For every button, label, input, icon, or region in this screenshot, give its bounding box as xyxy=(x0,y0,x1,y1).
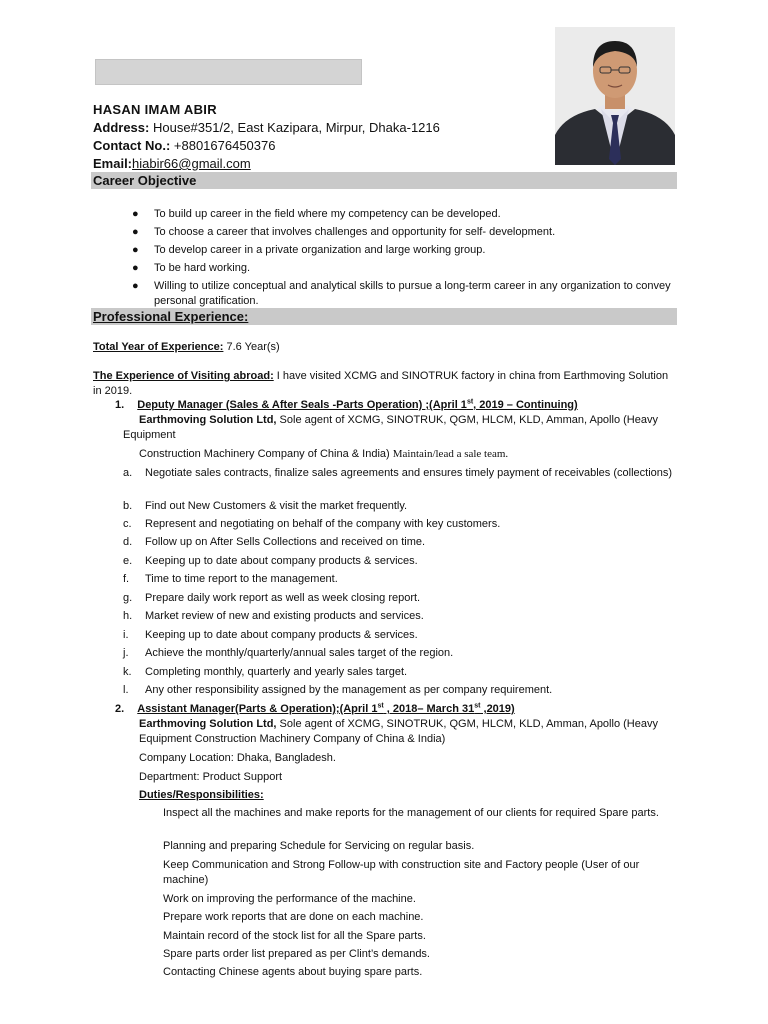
list-item: Inspect all the machines and make reports for the management of our clients for required Spare parts. xyxy=(163,807,659,819)
job2-location: Company Location: Dhaka, Bangladesh. xyxy=(139,752,336,764)
list-item: ● To choose a career that involves challenges and opportunity for self- development. xyxy=(132,226,556,238)
email-label: Email: xyxy=(93,156,133,171)
contact-label: Contact No.: xyxy=(93,138,171,153)
job1-company-name: Earthmoving Solution Ltd, xyxy=(139,414,277,426)
contact-value: +8801676450376 xyxy=(170,138,276,153)
email-link[interactable]: hiabir66@gmail.com xyxy=(132,156,251,171)
job1-company-line3: Construction Machinery Company of China & India) Maintain/lead a sale team. xyxy=(139,448,509,460)
candidate-name: HASAN IMAM ABIR xyxy=(93,102,217,117)
list-item: Maintain record of the stock list for all the Spare parts. xyxy=(163,930,426,942)
abroad-text: I have visited XCMG and SINOTRUK factory in china from Earthmoving Solution in 2019. xyxy=(93,370,669,397)
job2-company-name: Earthmoving Solution Ltd, xyxy=(139,718,277,730)
list-item: Spare parts order list prepared as per Clint’s demands. xyxy=(163,948,430,960)
header-bar xyxy=(95,59,362,85)
list-item: ● To develop career in a private organization and large working group. xyxy=(132,244,486,256)
abroad-label: The Experience of Visiting abroad: xyxy=(93,370,274,382)
job2-duties-title: Duties/Responsibilities: xyxy=(139,789,264,801)
email-line xyxy=(93,155,251,172)
total-experience-value: 7.6 Year(s) xyxy=(223,341,280,353)
address-value: House#351/2, East Kazipara, Mirpur, Dhaka-1216 xyxy=(149,120,440,135)
job1-company-cont: Equipment xyxy=(123,429,176,441)
list-item: Prepare work reports that are done on each machine. xyxy=(163,911,424,923)
job1-title: 1. Deputy Manager (Sales & After Seals -Parts Operation) ;(April 1st, 2019 – Continuing) xyxy=(115,398,578,411)
list-item: Work on improving the performance of the machine. xyxy=(163,893,416,905)
section-professional-experience xyxy=(91,308,677,325)
section-title: Professional Experience: xyxy=(93,309,249,324)
contact-line xyxy=(93,137,275,154)
total-experience-label: Total Year of Experience: xyxy=(93,341,224,353)
list-item: ● To be hard working. xyxy=(132,262,250,274)
list-item: Planning and preparing Schedule for Servicing on regular basis. xyxy=(163,840,475,852)
abroad-experience xyxy=(93,369,675,399)
list-item: a. Negotiate sales contracts, finalize sales agreements and ensures timely payment of receivables (collections) xyxy=(123,467,673,479)
job2-title: 2. Assistant Manager(Parts & Operation);(April 1st , 2018– March 31st ,2019) xyxy=(115,702,515,715)
list-item: ● Willing to utilize conceptual and analytical skills to pursue a long-term career in any organization to convey personal gratification. xyxy=(132,280,671,307)
address-label: Address: xyxy=(93,120,150,135)
section-career-objective: Career Objective xyxy=(91,172,677,189)
list-item: ● To build up career in the field where my competency can be developed. xyxy=(132,208,501,220)
job1-company: Earthmoving Solution Ltd, Sole agent of XCMG, SINOTRUK, QGM, HLCM, KLD, Amman, Apollo (Heavy xyxy=(139,414,658,426)
job2-department: Department: Product Support xyxy=(139,771,283,783)
job2-company: Earthmoving Solution Ltd, Sole agent of XCMG, SINOTRUK, QGM, HLCM, KLD, Amman, Apollo (Heavy Equipment Construction Machinery Company of China & India) xyxy=(139,718,658,745)
profile-photo xyxy=(555,27,675,165)
list-item: Keep Communication and Strong Follow-up with construction site and Factory people (User of our machine) xyxy=(163,859,640,886)
address-line xyxy=(93,119,440,136)
total-experience xyxy=(93,340,675,355)
list-item: Contacting Chinese agents about buying spare parts. xyxy=(163,966,423,978)
